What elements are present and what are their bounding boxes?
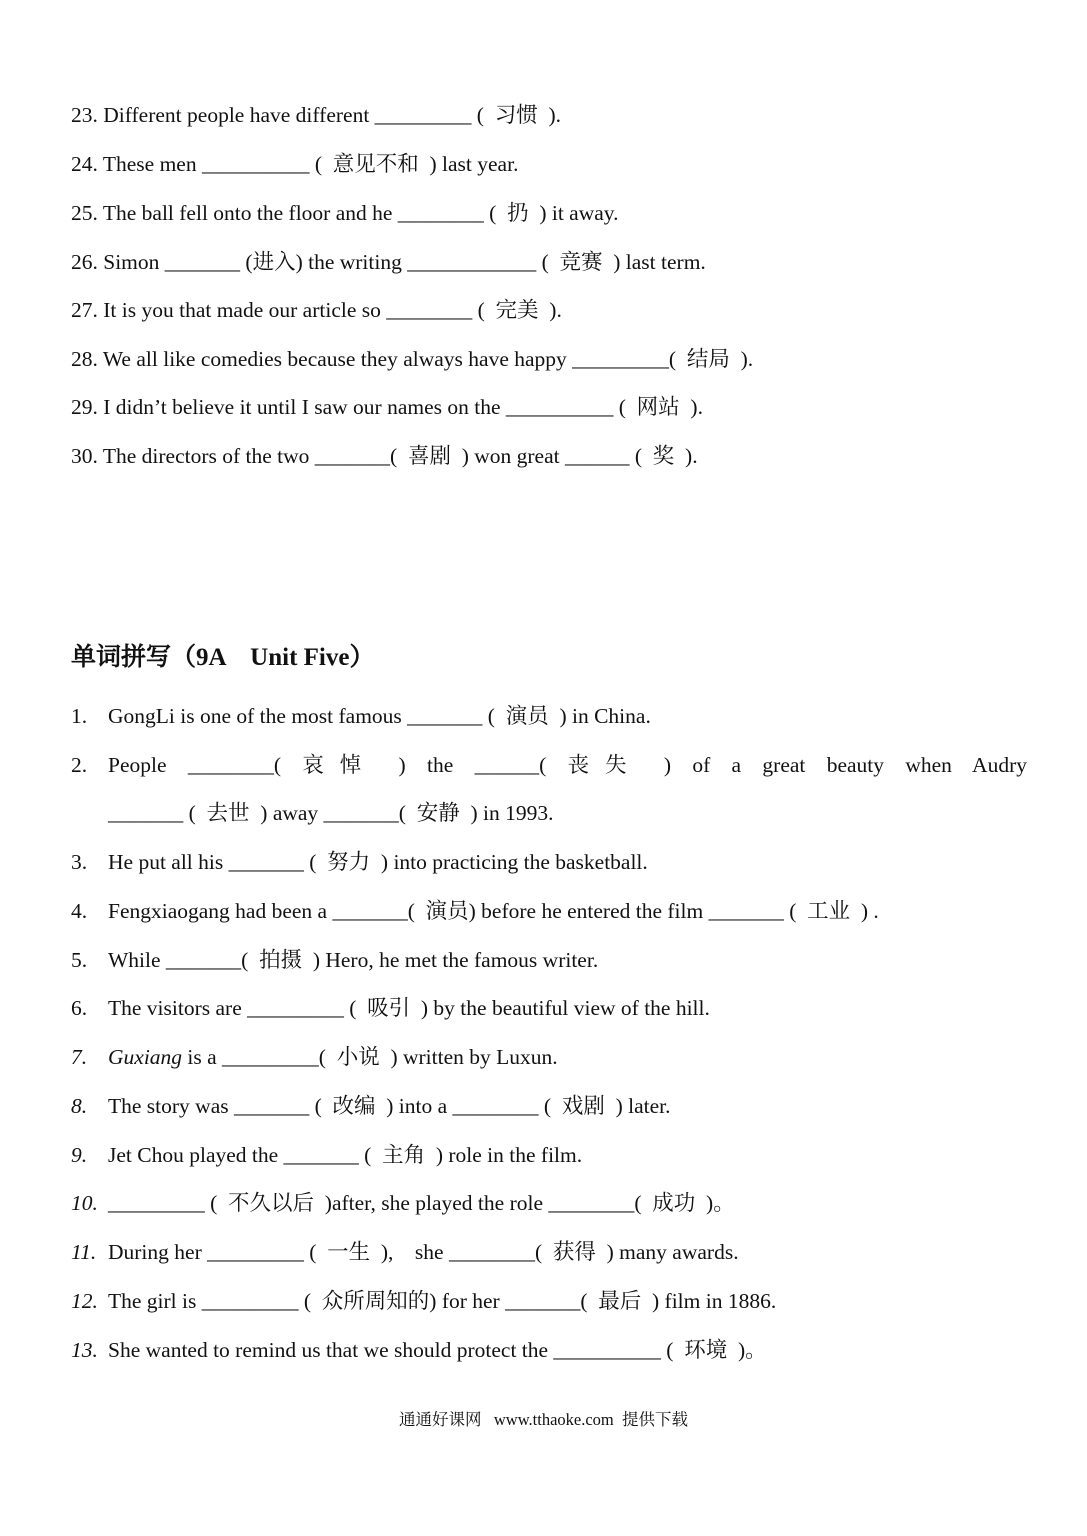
item-number: 7. <box>71 1045 88 1069</box>
item-number: 12. <box>71 1289 98 1313</box>
exercise-text: 23. Different people have different _________ ( 习惯 ). <box>71 103 561 127</box>
exercise-text: The girl is _________ ( 众所周知的) for her _______( 最后 ) film in 1886. <box>108 1289 777 1313</box>
exercise-text: 28. We all like comedies because they always have happy _________( 结局 ). <box>71 347 754 371</box>
exercise-item-28 <box>71 344 1027 374</box>
exercise-text: _________ ( 不久以后 )after, she played the role ________( 成功 )。 <box>108 1191 735 1215</box>
item-number: 2. <box>71 753 88 777</box>
exercise-item-9 <box>71 1140 1027 1170</box>
exercise-text: While _______( 拍摄 ) Hero, he met the famous writer. <box>108 948 599 972</box>
exercise-text: During her _________ ( 一生 ), she ________( 获得 ) many awards. <box>108 1240 739 1264</box>
exercise-item-4 <box>71 896 1027 926</box>
item-number: 3. <box>71 850 88 874</box>
exercise-text: _______ ( 去世 ) away _______( 安静 ) in 1993. <box>108 801 554 825</box>
exercise-item-2-continued <box>71 798 1027 828</box>
exercise-item-8 <box>71 1091 1027 1121</box>
item-number: 11. <box>71 1240 97 1264</box>
exercise-item-24 <box>71 149 1027 179</box>
section-title: 单词拼写（9A Unit Five） <box>71 644 375 671</box>
exercise-text: She wanted to remind us that we should protect the __________ ( 环境 )。 <box>108 1338 767 1362</box>
exercise-text: GongLi is one of the most famous _______ ( 演员 ) in China. <box>108 704 651 728</box>
exercise-text: 29. I didn’t believe it until I saw our names on the __________ ( 网站 ). <box>71 395 703 419</box>
exercise-item-25 <box>71 198 1027 228</box>
exercise-text: Fengxiaogang had been a _______( 演员) before he entered the film _______ ( 工业 ) . <box>108 899 879 923</box>
exercise-item-7 <box>71 1042 1027 1072</box>
exercise-text: People ________( 哀悼 ) the ______( 丧失 ) of a great beauty when Audry <box>108 753 1027 777</box>
item-number: 13. <box>71 1338 98 1362</box>
exercise-text: 30. The directors of the two _______( 喜剧 ) won great ______ ( 奖 ). <box>71 444 698 468</box>
exercise-item-2 <box>71 750 1027 780</box>
exercise-item-27 <box>71 295 1027 325</box>
exercise-text: 25. The ball fell onto the floor and he ________ ( 扔 ) it away. <box>71 201 619 225</box>
exercise-item-23 <box>71 100 1027 130</box>
exercise-text: Jet Chou played the _______ ( 主角 ) role in the film. <box>108 1143 583 1167</box>
item-number: 8. <box>71 1094 88 1118</box>
exercise-item-6 <box>71 993 1027 1023</box>
exercise-item-3 <box>71 847 1027 877</box>
exercise-text: The visitors are _________ ( 吸引 ) by the beautiful view of the hill. <box>108 996 710 1020</box>
item-number: 9. <box>71 1143 88 1167</box>
exercise-item-5 <box>71 945 1027 975</box>
exercise-text: 24. These men __________ ( 意见不和 ) last year. <box>71 152 519 176</box>
item-number: 4. <box>71 899 88 923</box>
exercise-item-12 <box>71 1286 1027 1316</box>
exercise-item-26 <box>71 247 1027 277</box>
exercise-item-13 <box>71 1335 1027 1365</box>
exercise-text: The story was _______ ( 改编 ) into a ________ ( 戏剧 ) later. <box>108 1094 671 1118</box>
exercise-text: 26. Simon _______ (进入) the writing ____________ ( 竞赛 ) last term. <box>71 250 706 274</box>
exercise-item-10 <box>71 1188 1027 1218</box>
exercise-item-11 <box>71 1237 1027 1267</box>
item-number: 1. <box>71 704 88 728</box>
item-number: 6. <box>71 996 88 1020</box>
exercise-text: He put all his _______ ( 努力 ) into practicing the basketball. <box>108 850 648 874</box>
exercise-item-30 <box>71 441 1027 471</box>
exercise-item-1 <box>71 701 1027 731</box>
exercise-item-29 <box>71 392 1027 422</box>
item-number: 10. <box>71 1191 98 1215</box>
exercise-text-italic: Guxiang <box>108 1045 183 1069</box>
exercise-text: is a _________( 小说 ) written by Luxun. <box>182 1045 558 1069</box>
page-footer: 通通好课网 www.tthaoke.com 提供下载 <box>398 1410 689 1429</box>
item-number: 5. <box>71 948 88 972</box>
exercise-text: 27. It is you that made our article so ________ ( 完美 ). <box>71 298 562 322</box>
